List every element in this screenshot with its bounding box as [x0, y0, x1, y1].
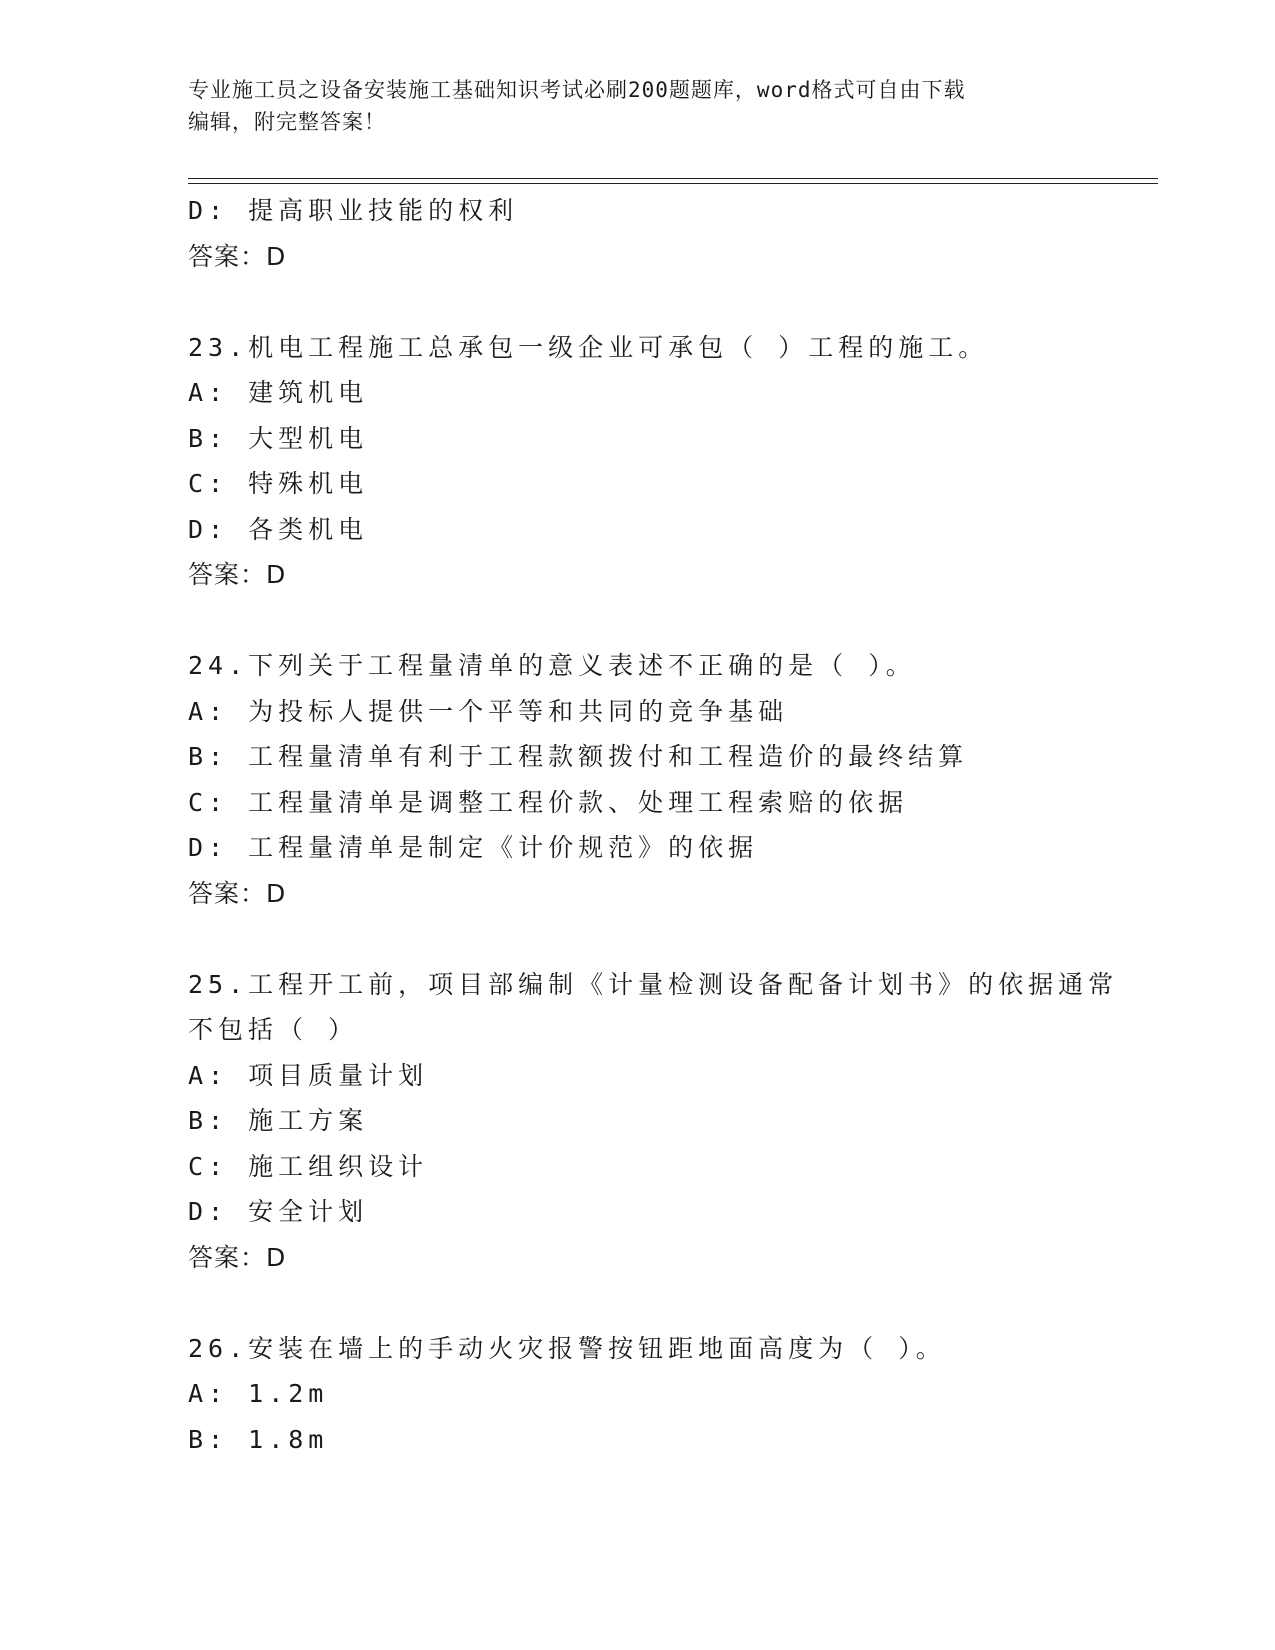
header-divider-bottom: [188, 183, 1158, 184]
answer-line: 答案：D: [188, 878, 287, 908]
option-b: B: 1.8m: [188, 1424, 329, 1454]
question-list: [188, 188, 1148, 1462]
question-26: [188, 1326, 1148, 1463]
header-divider-top: [188, 178, 1158, 179]
question-22-carryover: [188, 188, 1148, 279]
option-c: C: 特殊机电: [188, 469, 369, 498]
option-a: A: 为投标人提供一个平等和共同的竞争基础: [188, 696, 789, 726]
option-d: D: 工程量清单是制定《计价规范》的依据: [188, 833, 759, 862]
answer-line: 答案：D: [188, 1242, 287, 1272]
option-d: D: 提高职业技能的权利: [188, 196, 519, 225]
spacer: [188, 598, 1148, 644]
option-b: B: 大型机电: [188, 423, 369, 453]
option-a: A: 1.2m: [188, 1379, 329, 1408]
answer-line: 答案：D: [188, 560, 287, 589]
header-title-line-2: 编辑，附完整答案！: [188, 110, 386, 134]
document-header: [188, 74, 1088, 138]
spacer: [188, 279, 1148, 325]
question-25: [188, 962, 1148, 1281]
question-stem-line-1: 25.工程开工前，项目部编制《计量检测设备配备计划书》的依据通常: [188, 969, 1119, 999]
option-a: A: 建筑机电: [188, 378, 369, 407]
question-stem-line-2: 不包括（ ）: [188, 1015, 359, 1044]
question-23: [188, 325, 1148, 598]
spacer: [188, 1280, 1148, 1326]
option-c: C: 工程量清单是调整工程价款、处理工程索赔的依据: [188, 787, 909, 817]
question-stem: 24.下列关于工程量清单的意义表述不正确的是（ ）。: [188, 651, 916, 680]
question-stem: 23.机电工程施工总承包一级企业可承包（ ）工程的施工。: [188, 332, 989, 362]
option-b: B: 工程量清单有利于工程款额拨付和工程造价的最终结算: [188, 742, 969, 771]
option-d: D: 安全计划: [188, 1197, 369, 1226]
option-a: A: 项目质量计划: [188, 1060, 429, 1090]
header-title-line-1: 专业施工员之设备安装施工基础知识考试必刷200题题库，word格式可自由下载: [188, 78, 966, 102]
option-b: B: 施工方案: [188, 1106, 369, 1135]
option-d: D: 各类机电: [188, 514, 369, 544]
spacer: [188, 916, 1148, 962]
question-stem: 26.安装在墙上的手动火灾报警按钮距地面高度为（ ）。: [188, 1333, 946, 1363]
answer-line: 答案：D: [188, 241, 287, 271]
question-24: [188, 643, 1148, 916]
option-c: C: 施工组织设计: [188, 1151, 429, 1181]
